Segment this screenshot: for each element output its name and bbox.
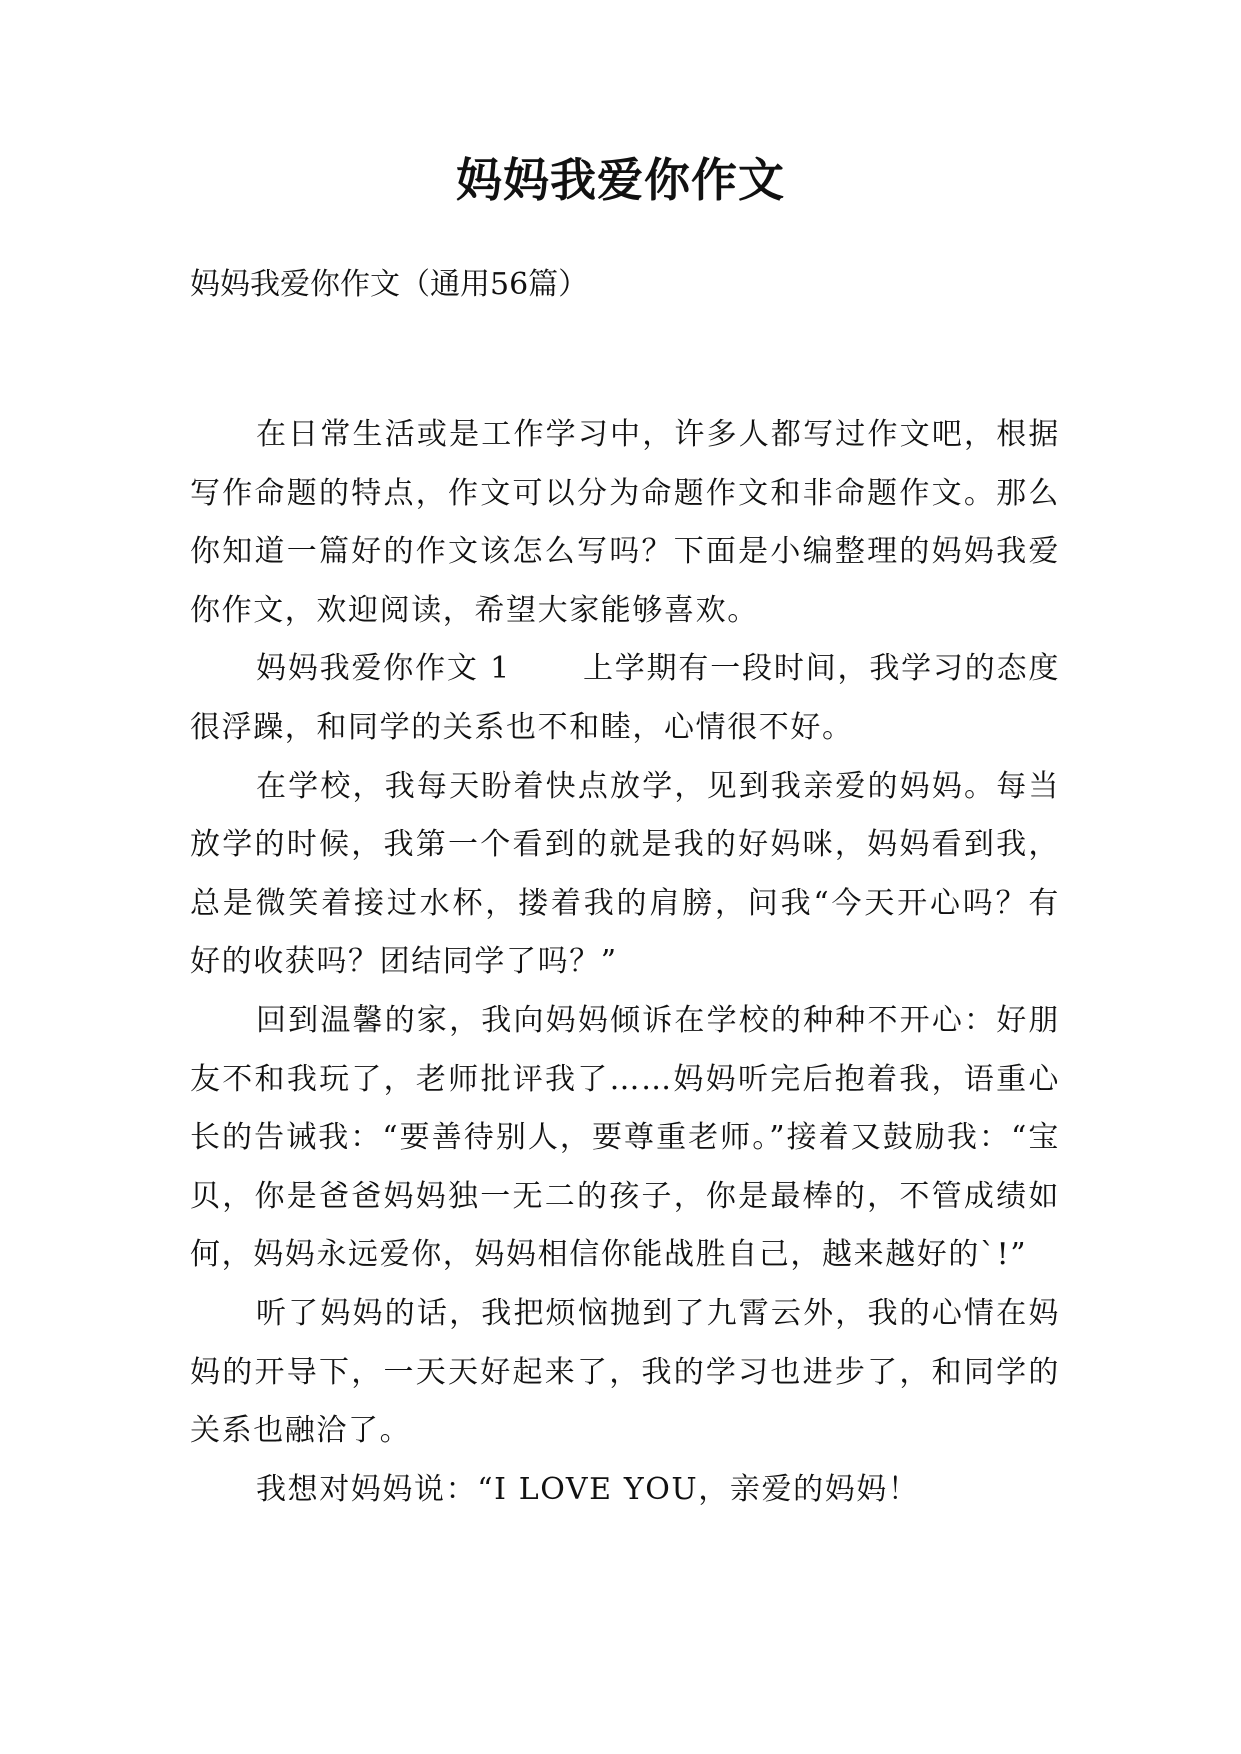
document-subtitle: 妈妈我爱你作文（通用56篇）	[190, 267, 589, 302]
essay-1-heading: 妈妈我爱你作文 1	[256, 651, 511, 687]
body-paragraph: 在学校，我每天盼着快点放学，见到我亲爱的妈妈。每当放学的时候，我第一个看到的就是我的好妈咪，妈妈看到我，总是微笑着接过水杯，搂着我的肩膀，问我“今天开心吗？有好的收获吗？团结同学了吗？”	[190, 768, 1060, 980]
intro-paragraph: 在日常生活或是工作学习中，许多人都写过作文吧，根据写作命题的特点，作文可以分为命题作文和非命题作文。那么你知道一篇好的作文该怎么写吗？下面是小编整理的妈妈我爱你作文，欢迎阅读，希望大家能够喜欢。	[190, 417, 1060, 628]
essay-1-first-paragraph	[190, 640, 1060, 757]
document-body	[190, 406, 1060, 1519]
essay-1-first-sentence: 上学期有一段时间，我学习的态度很浮躁，和同学的关系也不和睦，心情很不好。	[190, 651, 1061, 745]
body-paragraph: 我想对妈妈说：“I LOVE YOU，亲爱的妈妈！	[256, 1471, 920, 1507]
document-title: 妈妈我爱你作文	[456, 153, 785, 207]
body-paragraph: 听了妈妈的话，我把烦恼抛到了九霄云外，我的心情在妈妈的开导下，一天天好起来了，我的学习也进步了，和同学的关系也融洽了。	[190, 1295, 1060, 1449]
body-paragraph: 回到温馨的家，我向妈妈倾诉在学校的种种不开心：好朋友不和我玩了，老师批评我了……妈妈听完后抱着我，语重心长的告诫我：“要善待别人，要尊重老师。”接着又鼓励我：“宝贝，你是爸爸妈妈独一无二的孩子，你是最棒的，不管成绩如何，妈妈永远爱你，妈妈相信你能战胜自己，越来越好的`!”	[190, 1002, 1060, 1273]
